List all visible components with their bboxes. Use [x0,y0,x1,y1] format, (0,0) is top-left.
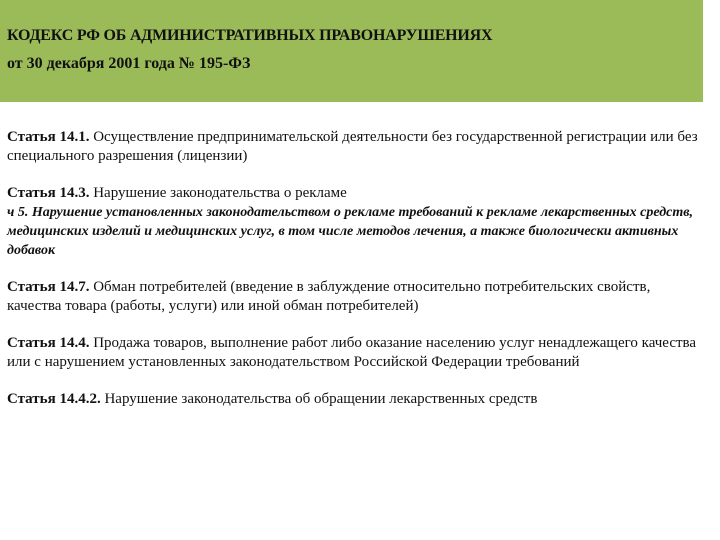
article-number: Статья 14.3. [7,185,90,201]
article-subitem: ч 5. Нарушение установленных законодательством о рекламе требований к рекламе лекарственных средств, медицинских изделий и медицинских услуг, в том числе методов лечения, а также биологически активных добавок [7,205,694,258]
article-text: Осуществление предпринимательской деятельности без государственной регистрации или без специального разрешения (лицензии) [7,129,698,164]
article-number: Статья 14.4. [7,335,90,351]
article-number: Статья 14.1. [7,129,90,145]
article-number: Статья 14.4.2. [7,391,101,407]
article-text: Продажа товаров, выполнение работ либо оказание населению услуг ненадлежащего качества или с нарушением установленных законодательством Российской Федерации требований [7,335,697,370]
page-subtitle: от 30 декабря 2001 года № 195-ФЗ [7,55,251,72]
article-text: Обман потребителей (введение в заблуждение относительно потребительских свойств, качества товара (работы, услуги) или иной обман потребителей) [7,279,651,314]
article-text: Нарушение законодательства о рекламе [89,185,347,201]
article-14-4-2 [7,390,707,409]
articles-list [7,128,707,427]
article-14-7 [7,278,707,316]
article-14-3 [7,184,707,260]
article-14-1 [7,128,707,166]
header-banner [0,0,703,102]
article-14-4 [7,334,707,372]
page-title: КОДЕКС РФ ОБ АДМИНИСТРАТИВНЫХ ПРАВОНАРУШЕНИЯХ [7,27,493,44]
article-number: Статья 14.7. [7,279,90,295]
article-text: Нарушение законодательства об обращении лекарственных средств [100,391,538,407]
